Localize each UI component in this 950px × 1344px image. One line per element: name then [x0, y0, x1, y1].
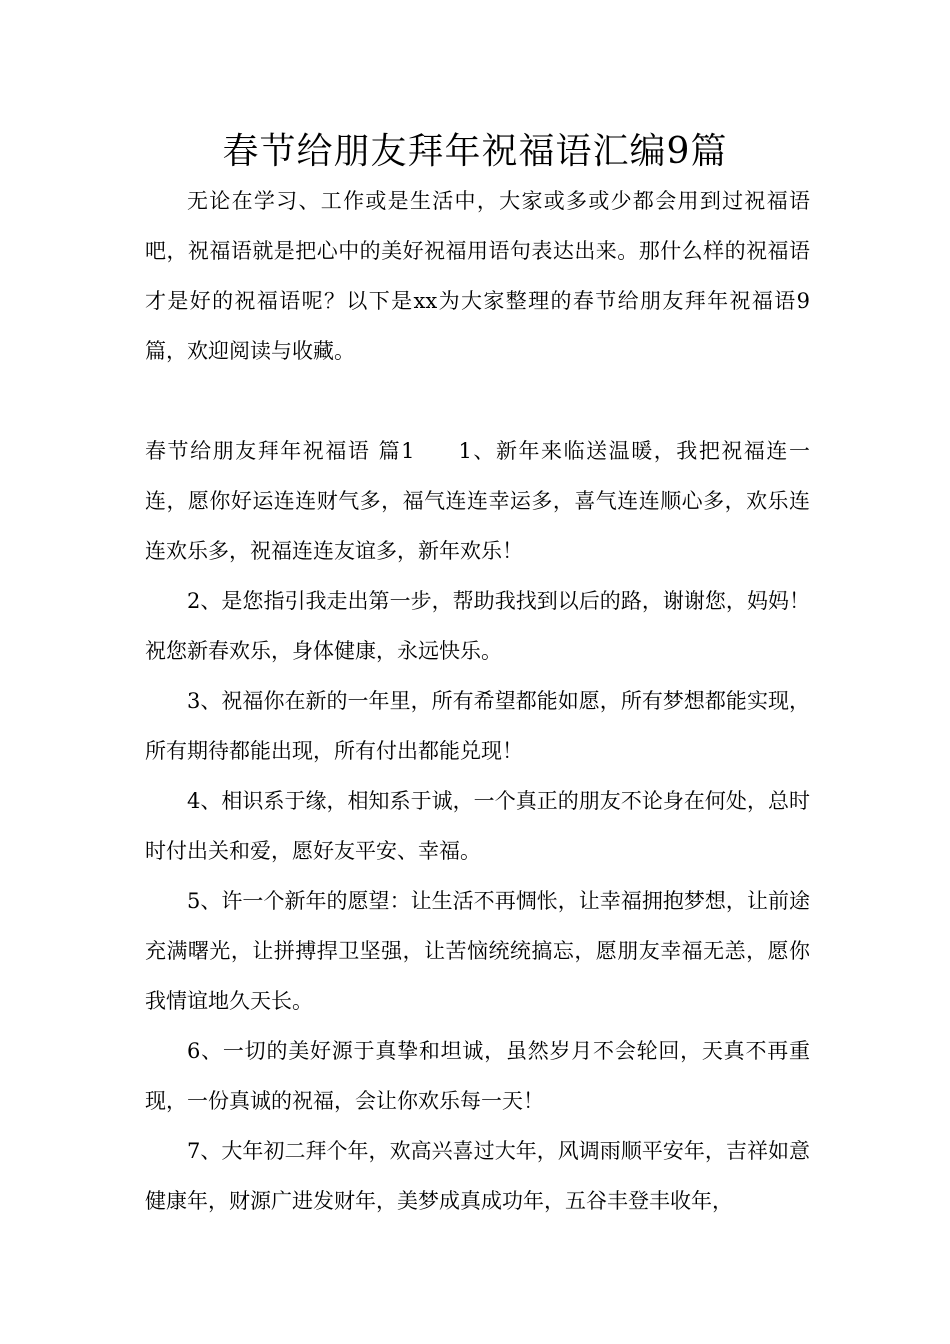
greeting-item-7: 7、大年初二拜个年，欢高兴喜过大年，风调雨顺平安年，吉祥如意健康年，财源广进发财年，美梦成真成功年，五谷丰登丰收年，	[145, 1139, 810, 1213]
greeting-item-4: 4、相识系于缘，相知系于诚，一个真正的朋友不论身在何处，总时时付出关和爱，愿好友平安、幸福。	[145, 789, 810, 863]
greeting-item-2: 2、是您指引我走出第一步，帮助我找到以后的路，谢谢您，妈妈！祝您新春欢乐，身体健康，永远快乐。	[145, 589, 810, 663]
document-title: 春节给朋友拜年祝福语汇编9篇	[222, 131, 728, 172]
paragraph-spacer	[145, 376, 810, 426]
section-1-paragraph	[145, 426, 810, 576]
greeting-item-5: 5、许一个新年的愿望：让生活不再惆怅，让幸福拥抱梦想，让前途充满曙光，让拼搏捍卫坚强，让苦恼统统搞忘，愿朋友幸福无恙，愿你我情谊地久天长。	[145, 889, 810, 1013]
greeting-item-1: 1、新年来临送温暖，我把祝福连一连，愿你好运连连财气多，福气连连幸运多，喜气连连顺心多，欢乐连连欢乐多，祝福连连友谊多，新年欢乐！	[145, 439, 810, 563]
document-body	[145, 176, 810, 1226]
greeting-item-6: 6、一切的美好源于真挚和坦诚，虽然岁月不会轮回，天真不再重现，一份真诚的祝福，会让你欢乐每一天！	[145, 1039, 810, 1113]
intro-paragraph: 无论在学习、工作或是生活中，大家或多或少都会用到过祝福语吧，祝福语就是把心中的美好祝福用语句表达出来。那什么样的祝福语才是好的祝福语呢？以下是xx为大家整理的春节给朋友拜年祝福语9篇，欢迎阅读与收藏。	[145, 189, 810, 363]
greeting-item-3: 3、祝福你在新的一年里，所有希望都能如愿，所有梦想都能实现，所有期待都能出现，所有付出都能兑现！	[145, 689, 810, 763]
section-1-heading: 春节给朋友拜年祝福语 篇1	[145, 439, 415, 463]
